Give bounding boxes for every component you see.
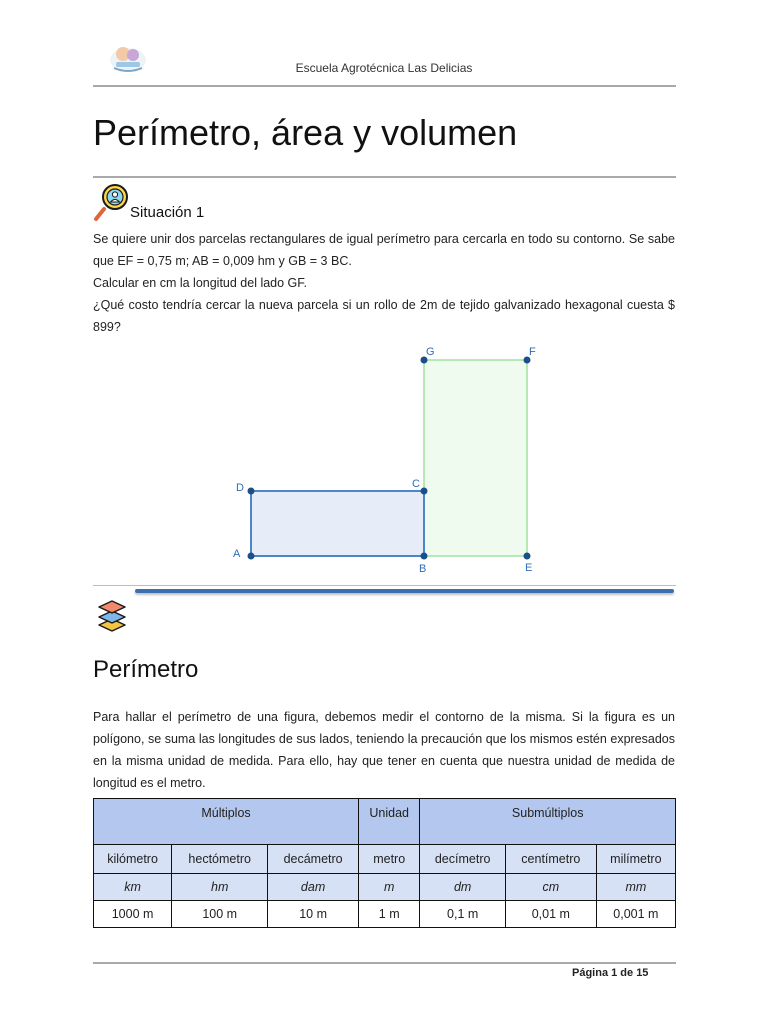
page-number: Página 1 de 15: [572, 967, 649, 979]
layers-icon: [96, 597, 128, 633]
table-cell: 0,001 m: [596, 901, 675, 928]
table-cell: 0,1 m: [420, 901, 506, 928]
section-title: Perímetro: [93, 656, 199, 683]
table-cell: 1 m: [358, 901, 419, 928]
blue-parcel: [251, 491, 424, 556]
table-cell: kilómetro: [94, 845, 172, 874]
parcel-diagram: [220, 340, 550, 580]
table-cell: Múltiplos: [94, 799, 359, 845]
label-c: C: [412, 478, 420, 490]
label-g: G: [426, 346, 435, 358]
label-b: B: [419, 563, 427, 575]
table-cell: km: [94, 874, 172, 901]
situation-paragraph: Se quiere unir dos parcelas rectangulares de igual perímetro para cercarla en todo su contorno. Se sabe que EF = 0,75 m; AB = 0,009 hm y GB = 3 BC.: [93, 232, 675, 268]
table-cell: mm: [596, 874, 675, 901]
point-d: [248, 488, 255, 495]
table-cell: metro: [358, 845, 419, 874]
table-cell: 1000 m: [94, 901, 172, 928]
label-e: E: [525, 562, 533, 574]
table-cell: hectómetro: [172, 845, 268, 874]
section-rule: [135, 589, 674, 593]
table-cell: decámetro: [268, 845, 359, 874]
table-cell: cm: [505, 874, 596, 901]
table-cell: Unidad: [358, 799, 419, 845]
point-a: [248, 553, 255, 560]
table-cell: 100 m: [172, 901, 268, 928]
page-title: Perímetro, área y volumen: [93, 112, 518, 153]
table-cell: m: [358, 874, 419, 901]
table-cell: decímetro: [420, 845, 506, 874]
table-cell: dam: [268, 874, 359, 901]
table-cell: milímetro: [596, 845, 675, 874]
table-cell: dm: [420, 874, 506, 901]
section-divider: [93, 585, 676, 586]
footer-divider: [93, 962, 676, 964]
magnifier-person-icon: [92, 183, 132, 223]
label-a: A: [233, 548, 241, 560]
point-b: [421, 553, 428, 560]
table-cell: 0,01 m: [505, 901, 596, 928]
point-c: [421, 488, 428, 495]
situation-title: Situación 1: [130, 204, 205, 221]
table-cell: 10 m: [268, 901, 359, 928]
label-f: F: [529, 346, 536, 358]
table-row: [94, 845, 676, 874]
section-paragraph: Para hallar el perímetro de una figura, debemos medir el contorno de la misma. Si la figura es un polígono, se suma las longitudes de sus lados, teniendo la precaución que los mismos estén expresados en la misma unidad de medida. Para ello, hay que tener en cuenta que nuestra unidad de medida de longitud es el metro.: [93, 710, 675, 790]
table-cell: hm: [172, 874, 268, 901]
situation-text: [93, 228, 675, 338]
table-cell: centímetro: [505, 845, 596, 874]
school-name: Escuela Agrotécnica Las Delicias: [295, 61, 473, 75]
situation-paragraph: Calcular en cm la longitud del lado GF.: [93, 276, 308, 290]
table-cell: Submúltiplos: [420, 799, 676, 845]
table-row: [94, 901, 676, 928]
green-parcel: [424, 360, 527, 556]
table-row: [94, 874, 676, 901]
label-d: D: [236, 482, 244, 494]
title-divider: [93, 176, 676, 178]
table-header-row: [94, 799, 676, 845]
situation-paragraph: ¿Qué costo tendría cercar la nueva parcela si un rollo de 2m de tejido galvanizado hexagonal cuesta $ 899?: [93, 298, 675, 334]
units-table: [93, 798, 676, 928]
point-e: [524, 553, 531, 560]
header-divider: [93, 85, 676, 87]
